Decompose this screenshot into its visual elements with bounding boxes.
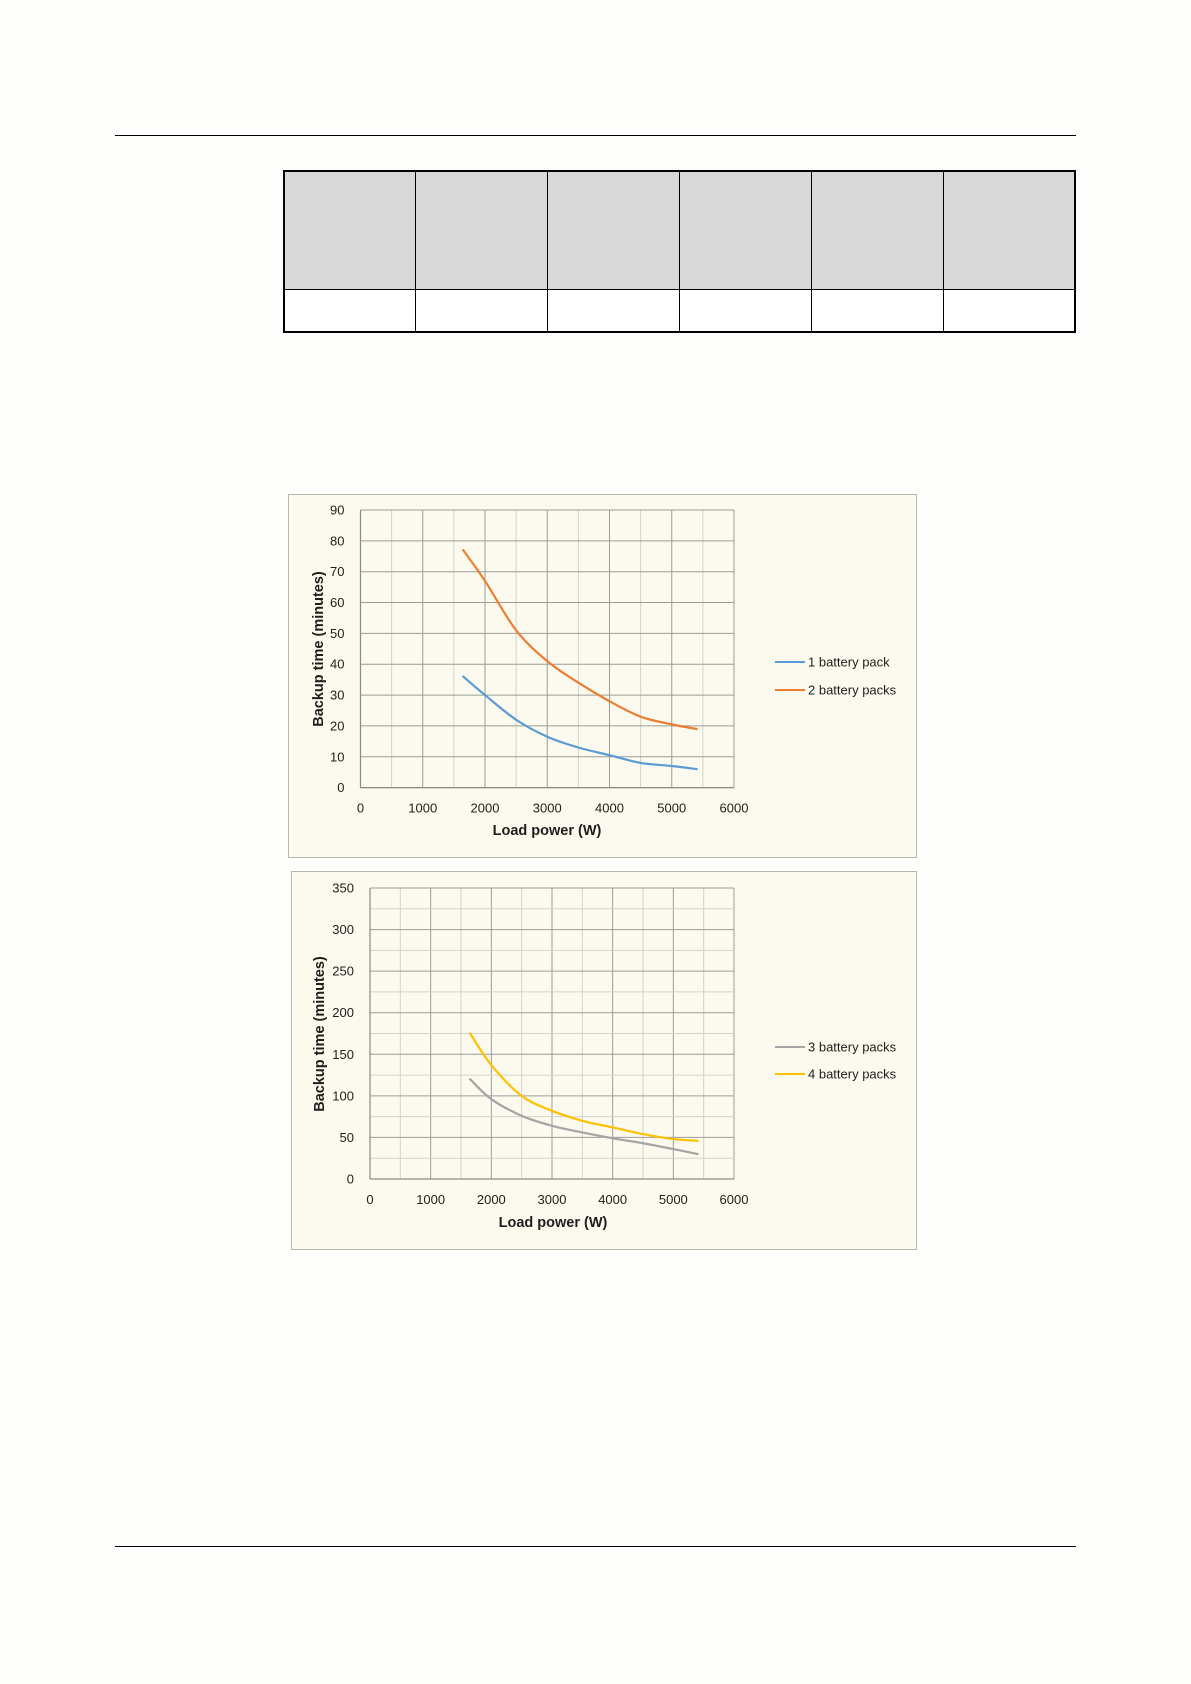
y-tick-label: 250 [332,963,354,979]
x-tick-label: 4000 [598,1192,628,1207]
x-tick-label: 4000 [595,800,624,816]
x-tick-label: 1000 [416,1192,446,1207]
y-axis-title: Backup time (minutes) [311,571,327,727]
x-tick-label: 3000 [537,1192,567,1207]
table-cell [679,290,811,333]
x-tick-label: 6000 [719,800,749,816]
y-tick-label: 300 [332,922,354,938]
table-header-row [284,171,1075,290]
x-tick-label: 5000 [658,1192,688,1207]
y-tick-label: 10 [330,749,345,765]
y-tick-label: 60 [330,595,345,611]
x-axis-title: Load power (W) [498,1215,608,1231]
legend-label: 2 battery packs [808,682,897,698]
table-header-cell [548,171,680,290]
table-header-cell [811,171,943,290]
table-header-cell [679,171,811,290]
x-tick-label: 5000 [657,800,687,816]
header-rule [115,135,1076,136]
table-header-cell [416,171,548,290]
x-tick-label: 0 [366,1192,374,1207]
y-tick-label: 70 [330,564,345,580]
y-tick-label: 0 [346,1171,354,1187]
table-cell [943,290,1075,333]
table-header-cell [943,171,1075,290]
y-tick-label: 100 [332,1088,354,1104]
backup-time-chart-3-4-packs [291,871,917,1250]
y-tick-label: 150 [332,1046,354,1062]
table-cell [284,290,416,333]
y-tick-label: 90 [330,502,345,518]
spec-table [283,170,1076,333]
x-tick-label: 2000 [470,800,500,816]
x-tick-label: 2000 [476,1192,506,1207]
legend-label: 4 battery packs [808,1066,897,1082]
x-tick-label: 0 [356,800,365,816]
y-tick-label: 80 [330,533,345,549]
x-tick-label: 3000 [532,800,562,816]
y-tick-label: 50 [330,625,345,641]
legend-label: 3 battery packs [808,1039,897,1055]
legend-label: 1 battery pack [808,654,890,670]
y-tick-label: 30 [330,687,345,703]
y-tick-label: 200 [332,1005,354,1021]
table-row [284,290,1075,333]
y-tick-label: 20 [330,718,345,734]
x-axis-title: Load power (W) [492,823,602,839]
y-tick-label: 40 [330,656,345,672]
table-header-cell [284,171,416,290]
y-tick-label: 350 [332,880,354,896]
table-cell [416,290,548,333]
y-tick-label: 50 [339,1129,354,1145]
table-cell [548,290,680,333]
backup-time-chart-1-2-packs [288,494,917,858]
table-cell [811,290,943,333]
y-axis-title: Backup time (minutes) [312,956,328,1112]
x-tick-label: 1000 [408,800,438,816]
footer-rule [115,1546,1076,1547]
y-tick-label: 0 [337,780,345,796]
x-tick-label: 6000 [719,1192,749,1207]
